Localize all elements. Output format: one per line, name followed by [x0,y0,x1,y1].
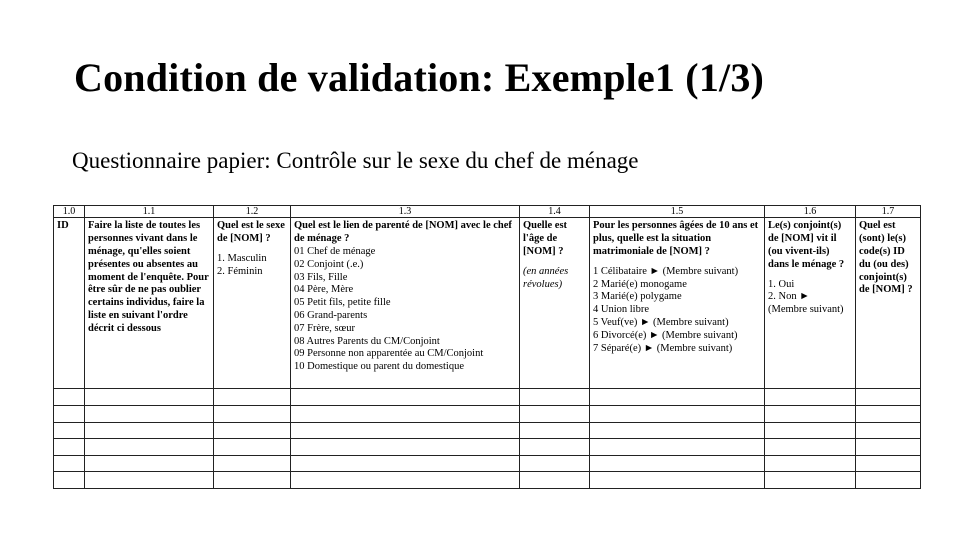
column-number-row [54,206,921,218]
column-number: 1.2 [214,206,291,218]
answer-row [54,455,921,472]
answer-cell [765,439,856,456]
id-header-cell [54,218,85,389]
answer-cell [85,406,214,423]
answer-row [54,389,921,406]
option-item: 2. Non ► [768,291,810,303]
question-cell-1-2 [214,218,291,389]
option-item: 03 Fils, Fille [294,271,348,283]
option-item: 7 Séparé(e) ► (Membre suivant) [593,342,733,354]
question-cell-1-1 [85,218,214,389]
answer-cell [214,389,291,406]
answer-cell [291,472,520,489]
option-item: 02 Conjoint (.e.) [294,258,364,270]
answer-cell [85,422,214,439]
answer-cell [291,389,520,406]
answer-row [54,406,921,423]
answer-cell [856,472,921,489]
question-text: Le(s) conjoint(s) de [NOM] vit il (ou vivent-ils) dans le ménage ? [768,220,845,270]
answer-rows [54,389,921,489]
answer-cell [291,439,520,456]
answer-cell [54,455,85,472]
answer-cell [590,455,765,472]
column-number: 1.0 [54,206,85,218]
column-number: 1.7 [856,206,921,218]
option-item: 1. Masculin [217,253,267,265]
answer-cell [856,389,921,406]
id-label: ID [57,220,69,232]
option-item: 2. Féminin [217,265,263,277]
answer-cell [765,422,856,439]
option-item: 01 Chef de ménage [294,246,376,258]
answer-cell [520,422,590,439]
answer-cell [520,472,590,489]
answer-cell [54,406,85,423]
column-number: 1.4 [520,206,590,218]
question-cell-1-7 [856,218,921,389]
answer-cell [85,389,214,406]
option-item: (Membre suivant) [768,304,844,316]
column-number: 1.6 [765,206,856,218]
question-cell-1-4 [520,218,590,389]
answer-cell [520,455,590,472]
answer-cell [54,389,85,406]
answer-cell [214,439,291,456]
answer-cell [214,406,291,423]
answer-cell [291,455,520,472]
question-text: Quel est le sexe de [NOM] ? [217,220,285,245]
answer-cell [590,439,765,456]
option-item: 6 Divorcé(e) ► (Membre suivant) [593,329,738,341]
answer-cell [856,439,921,456]
questionnaire-table [53,205,921,489]
option-item: 2 Marié(e) monogame [593,278,687,290]
column-number: 1.1 [85,206,214,218]
answer-cell [85,439,214,456]
question-cell-1-6 [765,218,856,389]
option-item: 04 Père, Mère [294,284,354,296]
option-item: 5 Veuf(ve) ► (Membre suivant) [593,317,729,329]
answer-cell [54,439,85,456]
answer-cell [520,406,590,423]
answer-cell [856,455,921,472]
answer-cell [765,406,856,423]
answer-cell [590,422,765,439]
question-note: (en années révolues) [523,265,569,290]
question-text: Quelle est l'âge de [NOM] ? [523,220,568,258]
question-text: Quel est (sont) le(s) code(s) ID du (ou des) conjoint(s) de [NOM] ? [859,220,913,296]
answer-cell [590,472,765,489]
answer-cell [856,422,921,439]
answer-cell [214,422,291,439]
option-item: 08 Autres Parents du CM/Conjoint [294,335,440,347]
answer-cell [85,455,214,472]
answer-cell [54,422,85,439]
answer-cell [54,472,85,489]
column-number: 1.3 [291,206,520,218]
question-text: Quel est le lien de parenté de [NOM] avec le chef de ménage ? [294,220,512,245]
answer-cell [856,406,921,423]
question-row [54,218,921,389]
answer-cell [520,389,590,406]
answer-cell [520,439,590,456]
option-item: 4 Union libre [593,304,649,316]
question-cell-1-5 [590,218,765,389]
option-item: 10 Domestique ou parent du domestique [294,361,465,373]
option-item: 05 Petit fils, petite fille [294,297,391,309]
option-item: 3 Marié(e) polygame [593,291,682,303]
answer-cell [590,389,765,406]
slide-title: Condition de validation: Exemple1 (1/3) [74,55,765,100]
answer-row [54,472,921,489]
answer-cell [590,406,765,423]
answer-row [54,422,921,439]
option-item: 1 Célibataire ► (Membre suivant) [593,265,739,277]
answer-cell [765,455,856,472]
answer-row [54,439,921,456]
question-cell-1-3 [291,218,520,389]
answer-cell [765,472,856,489]
option-item: 1. Oui [768,278,795,290]
answer-cell [85,472,214,489]
option-item: 06 Grand-parents [294,310,368,322]
question-text: Faire la liste de toutes les personnes vivant dans le ménage, qu'elles soient présentes ou absentes au moment de l'enquête. Pour être sûr de ne pas oublier certains individus, faire la liste en suivant l'ordre décrit ci dessous [88,220,209,334]
option-item: 09 Personne non apparentée au CM/Conjoint [294,348,484,360]
answer-cell [214,472,291,489]
answer-cell [765,389,856,406]
option-item: 07 Frère, sœur [294,322,355,334]
answer-cell [291,422,520,439]
column-number: 1.5 [590,206,765,218]
slide-subtitle: Questionnaire papier: Contrôle sur le sexe du chef de ménage [72,148,639,173]
answer-cell [214,455,291,472]
answer-cell [291,406,520,423]
question-text: Pour les personnes âgées de 10 ans et plus, quelle est la situation matrimoniale de [NOM] ? [593,220,759,258]
